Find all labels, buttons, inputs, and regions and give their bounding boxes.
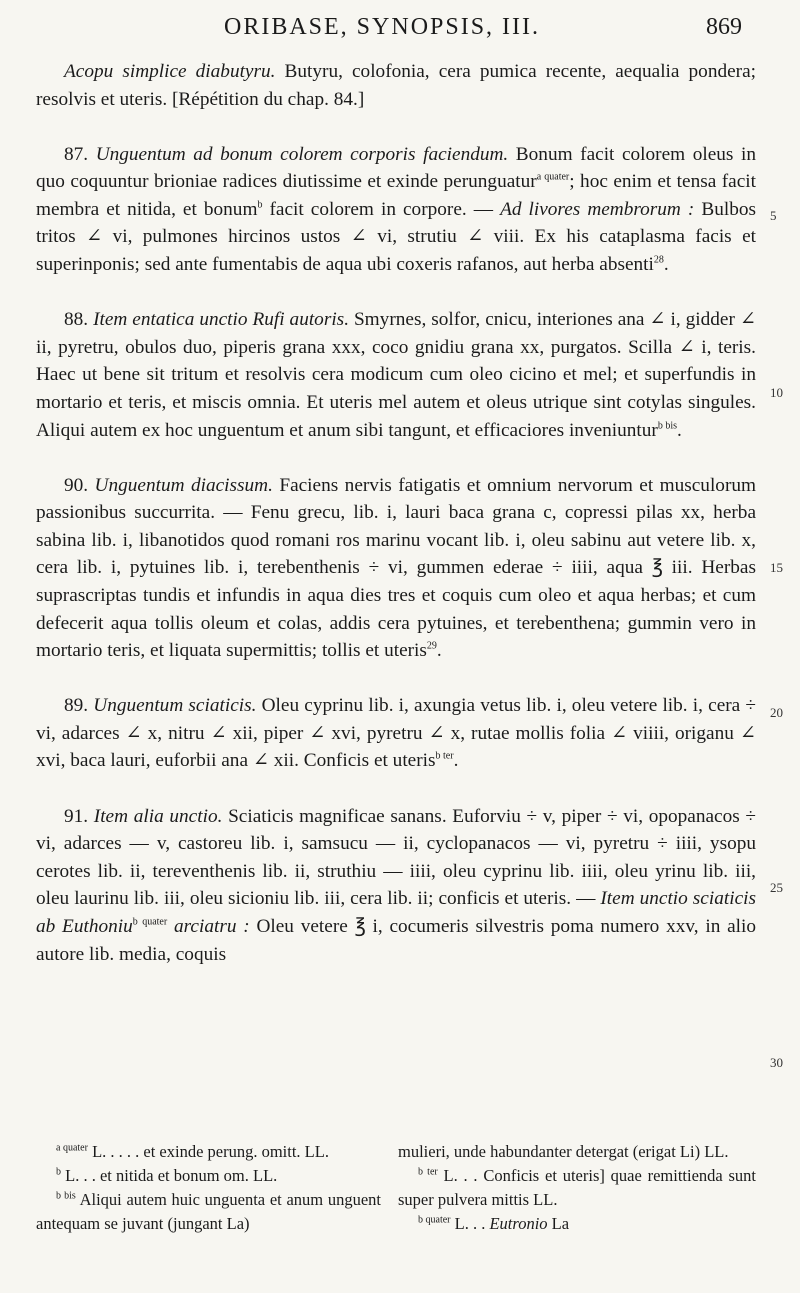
page-number: 869 — [706, 14, 742, 40]
subsection-title: Ad livores membrorum : — [500, 198, 695, 220]
paragraph-text: Bulbos tritos ∠ vi, pulmones hircinos ustos ∠ vi, strutiu ∠ viii. Ex his cataplasma facis et superinponis; sed ante fumentabis de aqua ubi coxeris rafanos, aut herba absenti — [36, 198, 757, 276]
paragraph-text: Bonum facit colorem oleus in quo coquuntur brioniae radices diutissime et exinde perunguatur — [36, 143, 756, 193]
footnote-text: Aliqui autem huic unguenta et anum unguent antequam se juvant (jungant La) — [36, 1190, 381, 1233]
footnote-text: L. . . Conficis et uteris] quae remittienda sunt super pulvera mittis LL. — [398, 1166, 757, 1209]
footnote — [398, 1164, 756, 1212]
footnote-ref: b — [257, 199, 263, 211]
note-ref: 29 — [426, 640, 437, 652]
paragraph-text: Oleu cyprinu lib. i, axungia vetus lib. i, oleu vetere lib. i, cera ÷ vi, adarces ∠ x, nitru ∠ xii, piper ∠ xvi, pyretru ∠ x, rutae mollis folia ∠ viiii, origanu ∠ xvi, baca lauri, euforbii ana ∠ xii. Conficis et uteris — [36, 695, 756, 772]
line-number: 25 — [770, 880, 783, 895]
footnote-text: L. . . et nitida et bonum om. LL. — [61, 1166, 278, 1185]
footnote-mark: b ter — [418, 1166, 438, 1178]
section-title: Acopu simplice diabutyru. — [64, 61, 276, 82]
footnote-text: La — [547, 1214, 570, 1233]
footnote — [36, 1188, 381, 1236]
section-number: 87. — [64, 143, 96, 165]
line-number: 30 — [770, 1055, 783, 1070]
section-title: Unguentum sciaticis. — [93, 695, 257, 717]
footnote — [398, 1212, 756, 1236]
subsection-title: arciatru : — [167, 915, 250, 937]
footnote-ref: a quater — [536, 171, 570, 183]
subsection-title: Item unctio sciaticis ab Euthoniu — [36, 888, 756, 937]
paragraph-text: facit colorem in corpore. — — [262, 198, 501, 220]
paragraph-90 — [36, 472, 756, 665]
footnotes-right-column — [398, 1140, 756, 1236]
section-number: 88. — [64, 309, 94, 331]
paragraph-text: . — [453, 750, 459, 772]
section-number: 90. — [64, 474, 95, 496]
line-number: 10 — [770, 385, 783, 400]
paragraph-text: Oleu vetere ℥ i, cocumeris silvestris poma numero xxv, in alio autore lib. media, coquis — [36, 915, 757, 965]
paragraph-text: . — [436, 640, 442, 662]
section-title: Unguentum diacissum. — [94, 474, 273, 496]
paragraph-text: . — [677, 419, 682, 441]
main-text — [36, 58, 756, 968]
footnote — [36, 1140, 381, 1164]
paragraph-91 — [36, 803, 756, 969]
footnote-mark: a quater — [56, 1142, 88, 1154]
footnote-mark: b — [56, 1166, 61, 1178]
line-number: 20 — [770, 705, 783, 720]
paragraph-text: ; hoc enim et tensa facit membra et nitida, et bonum — [36, 171, 756, 220]
paragraph-text: Sciaticis magnificae sanans. Euforviu ÷ v, piper ÷ vi, opopanacos ÷ vi, adarces — v, castoreu lib. i, samsucu — ii, cyclopanacos — vi, pyretru ÷ iiii, ysopu cerotes lib. ii, tereventhenis lib. ii, struthiu — iiii, oleu cyprinu lib. iiii, oleu yrinu lib. iii, oleu laurinu lib. iii, oleu sicioniu lib. iii, cera lib. ii; conficis et uteris. — — [36, 805, 756, 910]
footnote-text: L. . . — [450, 1214, 490, 1233]
footnote-text: L. . . . . et exinde perung. omitt. LL. — [87, 1142, 329, 1161]
footnote-ref: b quater — [132, 916, 168, 928]
section-number: 91. — [64, 805, 94, 827]
footnotes-left-column — [36, 1140, 381, 1236]
paragraph-acopu — [36, 58, 756, 113]
footnote-mark: b bis — [56, 1190, 76, 1202]
section-title: Item entatica unctio Rufi autoris. — [93, 309, 350, 331]
paragraph-text: Smyrnes, solfor, cnicu, interiones ana ∠ i, gidder ∠ ii, pyretru, obulos duo, piperis grana xxx, coco gnidiu grana xx, purgatos. Scilla ∠ i, teris. Haec ut bene sit tritum et resolvis cera modicum cum oleo cicino et mel; et superfundis in mortario et teris, et miscis omnia. Et uteris mel autem et oleus utrique sint cotylas singules. Aliqui autem ex hoc unguentum et anum sibi tangunt, et efficaciores inveniuntur — [36, 309, 756, 441]
note-ref: 28 — [653, 254, 664, 266]
footnote-continuation — [398, 1140, 756, 1164]
paragraph-text: . — [663, 254, 669, 276]
paragraph-88 — [36, 306, 756, 444]
line-number: 15 — [770, 560, 783, 575]
line-number: 5 — [770, 208, 777, 223]
footnote — [36, 1164, 381, 1188]
footnote-italic: Eutronio — [489, 1214, 548, 1233]
section-title: Item alia unctio. — [93, 805, 223, 827]
paragraph-89 — [36, 692, 756, 775]
section-number: 89. — [64, 695, 94, 717]
running-header — [0, 14, 800, 44]
footnote-mark: b quater — [418, 1214, 451, 1226]
footnote-ref: b ter — [435, 751, 454, 763]
paragraph-87 — [36, 141, 756, 279]
paragraph-text: Butyru, colofonia, cera pumica recente, aequalia pondera; resolvis et uteris. [Répétition du chap. 84.] — [36, 61, 756, 110]
section-title: Unguentum ad bonum colorem corporis faciendum. — [95, 143, 509, 165]
header-title: ORIBASE, SYNOPSIS, III. — [224, 14, 541, 40]
paragraph-text: Faciens nervis fatigatis et omnium nervorum et musculorum passionibus succurrita. — Fenu grecu, lib. i, lauri baca grana c, copressi pilas xx, herba sabina lib. i, libanotidos quod romani ros marinu vocant lib. i, oleu sabinu aut vetere lib. x, cera lib. i, pytuines lib. i, terebenthenis ÷ vi, gummen ederae ÷ iiii, aqua ℥ iii. Herbas suprascriptas tundis et infundis in aqua dies tres et coquis cum oleo et aqua herbas; et cum defecerit aqua tollis oleum et colas, addis cera pytuines, et terebenthena; gummin vero in mortario teris, et liquata supermittis; tollis et uteris — [36, 474, 757, 662]
footnote-text: mulieri, unde habundanter detergat (erigat Li) LL. — [398, 1142, 729, 1161]
footnote-ref: b bis — [657, 420, 678, 432]
